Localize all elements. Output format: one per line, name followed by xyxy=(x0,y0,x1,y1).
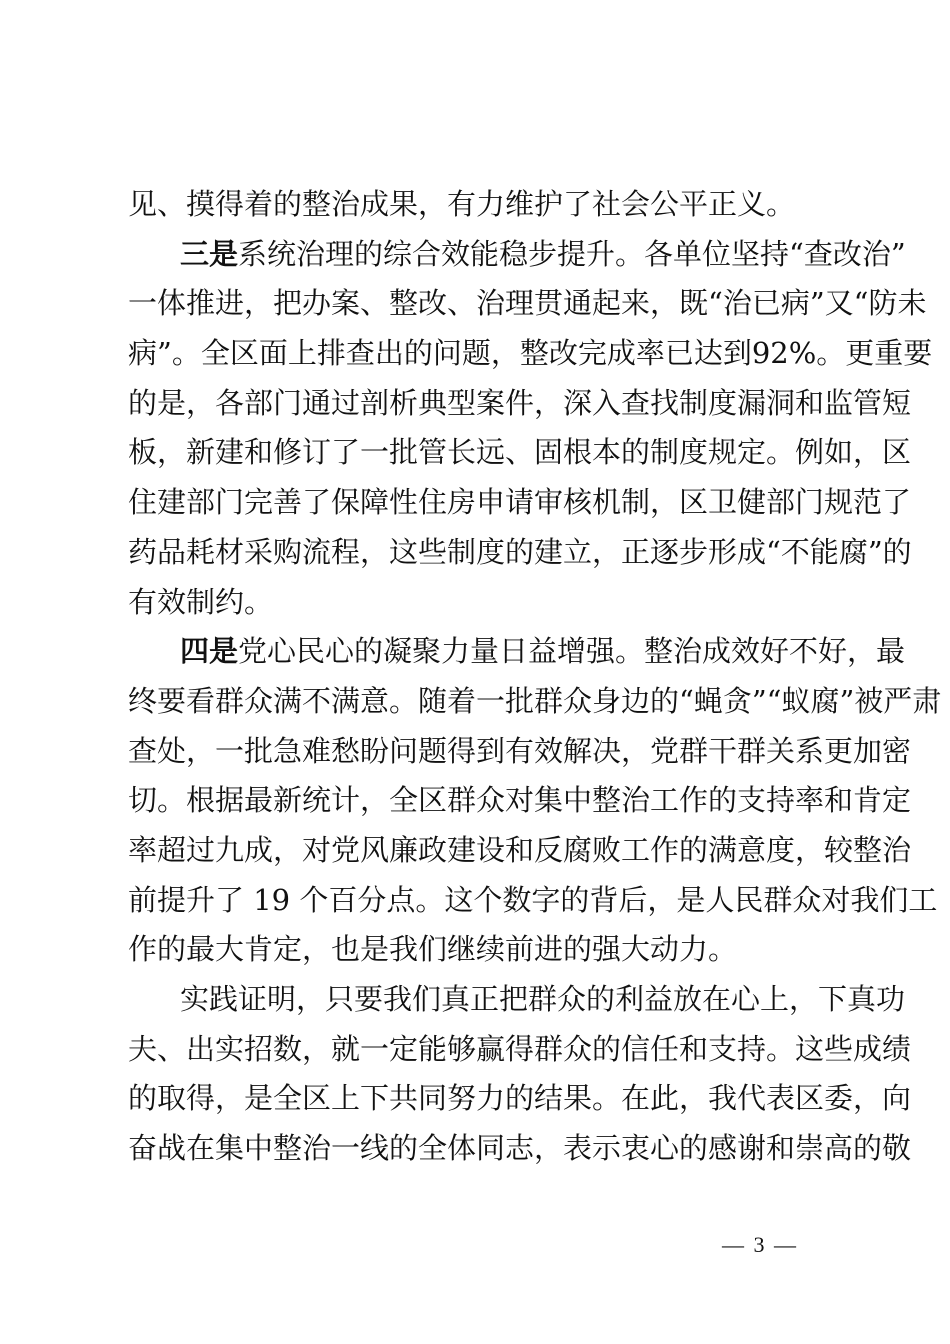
text-line: 药品耗材采购流程，这些制度的建立，正逐步形成“不能腐”的 xyxy=(128,534,912,569)
text-line: 系统治理的综合效能稳步提升。各单位坚持“查改治” xyxy=(238,236,906,271)
text-line: 夫、出实招数，就一定能够赢得群众的信任和支持。这些成绩 xyxy=(128,1031,912,1066)
text-line: 的是，各部门通过剖析典型案件，深入查找制度漏洞和监管短 xyxy=(128,385,912,420)
paragraph-lead: 三是 xyxy=(180,236,239,271)
paragraph-lead: 四是 xyxy=(180,634,239,669)
text-line: 见、摸得着的整治成果，有力维护了社会公平正义。 xyxy=(128,187,796,221)
text-line: 板，新建和修订了一批管长远、固根本的制度规定。例如，区 xyxy=(128,435,912,470)
text-line: 的取得，是全区上下共同努力的结果。在此，我代表区委，向 xyxy=(128,1081,912,1116)
text-line: 一体推进，把办案、整改、治理贯通起来，既“治已病”又“防未 xyxy=(128,286,927,321)
text-line: 党心民心的凝聚力量日益增强。整治成效好不好，最 xyxy=(238,634,906,669)
text-line: 终要看群众满不满意。随着一批群众身边的“蝇贪”“蚁腐”被严肃 xyxy=(128,683,942,718)
text-line: 实践证明，只要我们真正把群众的利益放在心上，下真功 xyxy=(180,982,906,1016)
paragraph-three-first-line xyxy=(128,230,906,280)
text-line: 查处，一批急难愁盼问题得到有效解决，党群干群关系更加密 xyxy=(128,733,912,768)
text-line: 作的最大肯定，也是我们继续前进的强大动力。 xyxy=(128,932,738,967)
text-line: 前提升了 19 个百分点。这个数字的背后，是人民群众对我们工 xyxy=(128,882,938,917)
page-number: — 3 — xyxy=(722,1232,798,1257)
text-line: 病”。全区面上排查出的问题，整改完成率已达到92%。更重要 xyxy=(128,336,933,371)
text-line: 有效制约。 xyxy=(128,584,274,619)
text-line: 住建部门完善了保障性住房申请审核机制，区卫健部门规范了 xyxy=(128,485,912,520)
text-line: 切。根据最新统计，全区群众对集中整治工作的支持率和肯定 xyxy=(128,783,912,818)
text-line: 率超过九成，对党风廉政建设和反腐败工作的满意度，较整治 xyxy=(128,832,912,867)
text-line: 奋战在集中整治一线的全体同志，表示衷心的感谢和崇高的敬 xyxy=(128,1131,912,1166)
paragraph-four-first-line xyxy=(128,627,906,677)
document-body xyxy=(128,180,942,1174)
